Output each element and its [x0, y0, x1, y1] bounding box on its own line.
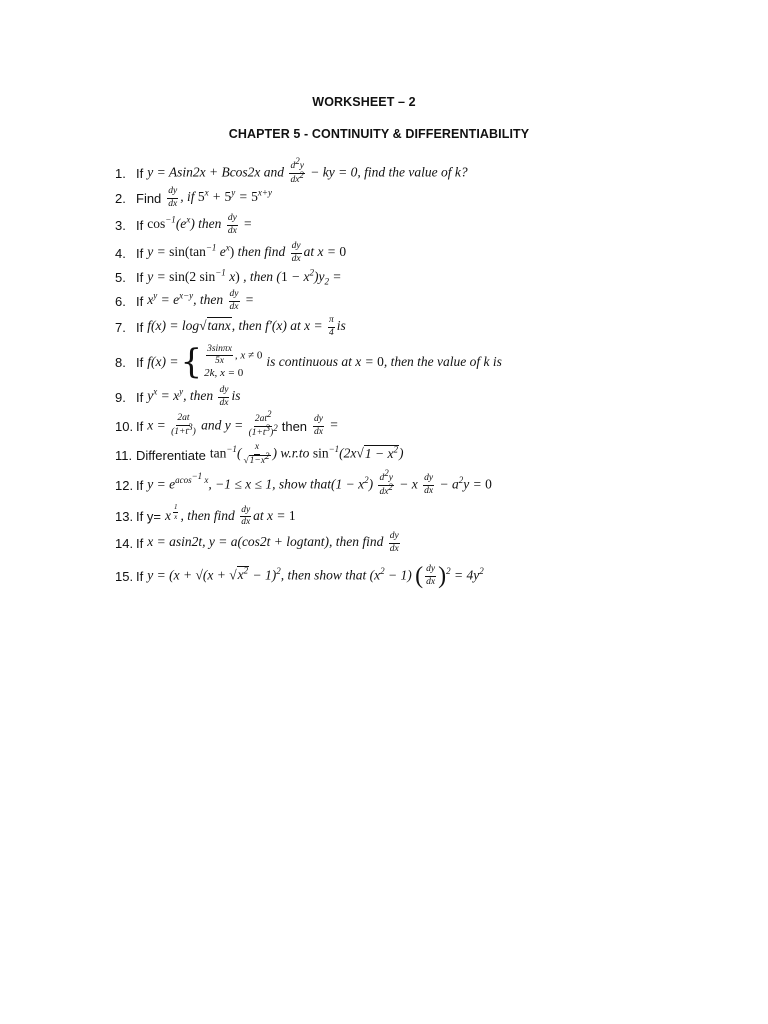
question-lead: If [136, 319, 144, 335]
math-expression: y = sin(2 $\sin^{-1} x$) , then $(1 - x^2)y_2$ = [147, 267, 342, 287]
question-number: 9. [115, 389, 126, 405]
question-lead: If [136, 568, 144, 584]
question-number: 2. [115, 190, 126, 206]
math-expression: f(x) = [147, 354, 179, 369]
question-number: 4. [115, 245, 126, 261]
question-number: 10. [115, 418, 134, 434]
left-brace: { [180, 342, 203, 382]
math-expression: y = Asin2x + Bcos2x and $\frac{d^2y}{dx^2}$ − ky = 0, find the value of k? [147, 155, 468, 185]
fraction: $\frac{2at^2}{(1+t^3)^2}$ [248, 408, 278, 438]
question-lead: If [136, 217, 144, 233]
fraction: $\frac{dy}{dx}$ [389, 531, 399, 554]
question-lead: If [136, 418, 144, 434]
question-3 [115, 214, 715, 236]
question-number: 11. [115, 447, 133, 463]
math-expression: $\frac{dy}{dx}$ , if $5^x + 5^y = 5^{x+y}$ [168, 186, 272, 209]
question-lead: If [136, 293, 144, 309]
math-expression: x = asin2t, y = a(cos2t + logtant), then find $\frac{dy}{dx}$ [147, 531, 399, 554]
question-8 [115, 340, 715, 384]
fraction: $\frac{dy}{dx}$ [291, 241, 301, 264]
question-number: 13. [115, 508, 134, 524]
question-6 [115, 290, 715, 312]
question-number: 7. [115, 319, 126, 335]
fraction: $\frac{x}{√1-x^2}$ [243, 442, 270, 467]
math-expression: $x^y = e^{x-y}$, then $\frac{dy}{dx}$ = [147, 289, 254, 312]
fraction: $\frac{2at}{(1+t^3)}$ [171, 413, 196, 438]
question-lead: If [136, 269, 144, 285]
question-number: 12. [115, 477, 134, 493]
question-11 [115, 444, 715, 466]
fraction: $\frac{dy}{dx}$ [229, 289, 239, 312]
question-number: 1. [115, 165, 126, 181]
fraction: $\frac{\pi}{4}$ [328, 315, 334, 338]
question-10 [115, 408, 715, 438]
question-12 [115, 467, 715, 497]
fraction: $\frac{dy}{dx}$ [314, 414, 324, 437]
math-expression: is continuous at x = 0, then the value of k is [266, 354, 502, 369]
fraction: $\frac{d^2y}{dx^2}$ [379, 467, 393, 497]
question-lead: If [136, 245, 144, 261]
question-lead: If [136, 477, 144, 493]
question-15 [115, 562, 715, 590]
question-2 [115, 187, 715, 209]
question-number: 14. [115, 535, 134, 551]
question-number: 15. [115, 568, 134, 584]
question-1 [115, 155, 715, 185]
math-expression: $\cos^{-1}(e^x)$ then $\frac{dy}{dx}$ = [147, 213, 253, 236]
question-lead: If [136, 535, 144, 551]
then-word: then [281, 418, 308, 434]
question-number: 6. [115, 293, 126, 309]
math-expression: $y^x = x^y$, then $\frac{dy}{dx}$ is [147, 385, 241, 408]
math-expression: $\frac{dy}{dx}$ = [314, 414, 339, 437]
question-14 [115, 532, 715, 554]
math-expression: x = $\frac{2at}{(1+t^3)}$ and y = $\frac{2at^2}{(1+t^3)^2}$ [147, 408, 278, 438]
fraction: $\frac{dy}{dx}$ [168, 186, 178, 209]
question-4 [115, 242, 715, 264]
question-lead: If [136, 165, 144, 181]
question-7 [115, 316, 715, 338]
question-number: 5. [115, 269, 126, 285]
fraction: $\frac{dy}{dx}$ [241, 504, 251, 528]
question-9 [115, 386, 715, 408]
question-number: 3. [115, 217, 126, 233]
piecewise-cases: $\frac{3\sin\pi x}{5x}$ , x ≠ 0 2k, x = 0 [204, 343, 263, 379]
math-expression: x $^{\frac{1}{x}}$ , then find $\frac{dy}{dx}$ at x = 1 [164, 503, 296, 528]
chapter-title: CHAPTER 5 - CONTINUITY & DIFFERENTIABILITY [228, 127, 530, 141]
fraction: $\frac{d^2y}{dx^2}$ [290, 155, 304, 185]
fraction: $\frac{dy}{dx}$ [219, 385, 229, 408]
math-expression: f(x) = log√tanx, then f′(x) at x = $\frac{\pi}{4}$ is [147, 315, 346, 338]
worksheet-title: WORKSHEET – 2 [312, 95, 416, 109]
fraction: $\frac{dy}{dx}$ [227, 213, 237, 236]
math-expression: $\tan^{-1}$( $\frac{x}{√1-x^2}$ ) w.r.to $\sin^{-1}(2x√1 - x^2)$ [209, 442, 404, 467]
question-lead: Differentiate [136, 447, 206, 463]
fraction: $\frac{dy}{dx}$ [426, 564, 436, 587]
question-lead: Find [136, 190, 162, 206]
question-lead: If [136, 354, 144, 370]
math-expression: $y = (x + √(x + √x^2 - 1)^2$, then show that $(x^2 - 1)$ ( $\frac{dy}{dx}$ )$^2 = 4y^2$ [147, 562, 484, 589]
math-expression: $y = \sin(\tan^{-1}$ $e^x$) then find $\frac{dy}{dx}$ at x = 0 [147, 241, 347, 264]
question-13 [115, 505, 715, 527]
question-5 [115, 266, 715, 288]
question-lead: If [136, 389, 144, 405]
question-lead: If y= [136, 508, 161, 524]
math-expression: $y = e^{acos^{-1} x}$, −1 ≤ x ≤ 1, show that(1 − $x^2$) $\frac{d^2y}{dx^2}$ − x $\frac{dy}{dx}$ − $a^2y = 0$ [147, 467, 492, 497]
fraction: $\frac{dy}{dx}$ [424, 473, 434, 496]
question-number: 8. [115, 354, 126, 370]
